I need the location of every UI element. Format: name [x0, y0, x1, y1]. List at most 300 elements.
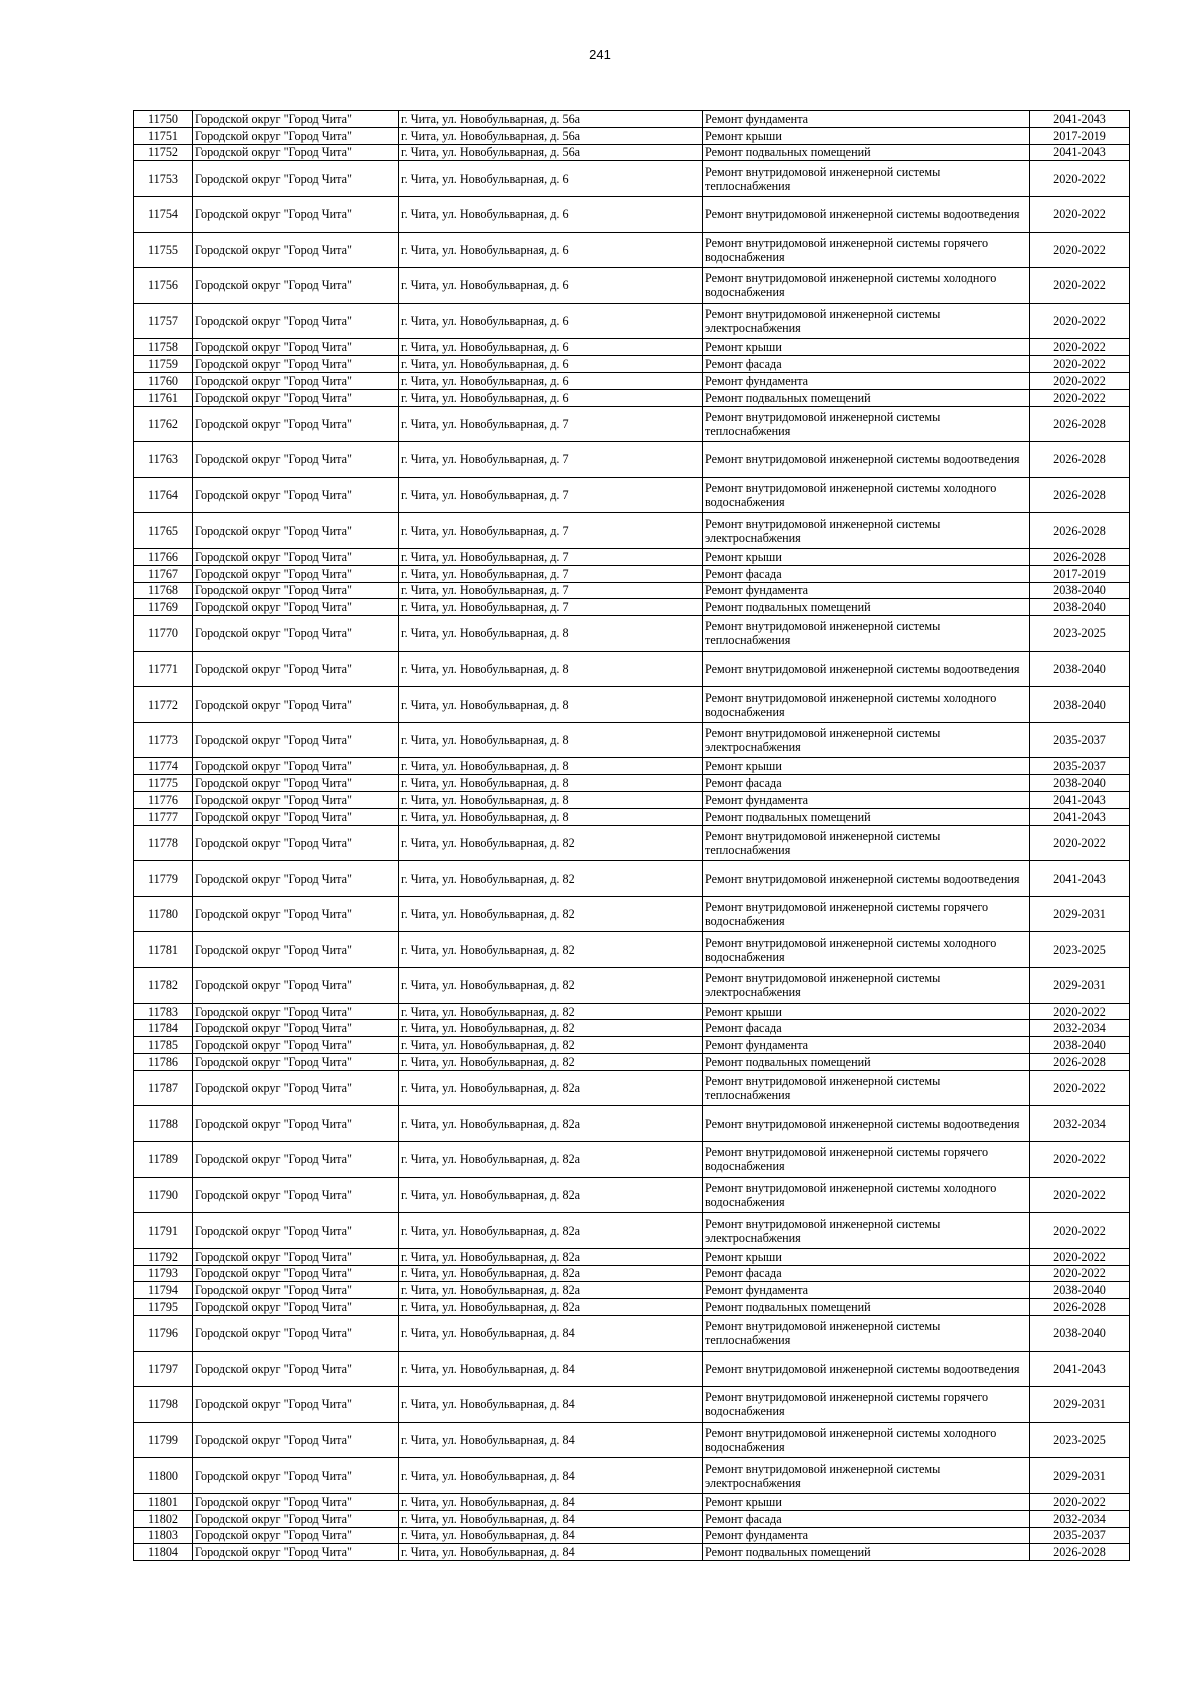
table-row	[134, 1037, 1130, 1054]
period-cell: 2032-2034	[1030, 1510, 1130, 1527]
work-type-cell: Ремонт подвальных помещений	[703, 1299, 1030, 1316]
table-row	[134, 599, 1130, 616]
row-number-cell: 11780	[134, 896, 193, 932]
municipality-cell: Городской округ "Город Чита"	[193, 1265, 399, 1282]
address-cell: г. Чита, ул. Новобульварная, д. 82	[399, 1054, 703, 1071]
municipality-cell: Городской округ "Город Чита"	[193, 582, 399, 599]
work-type-cell: Ремонт внутридомовой инженерной системы электроснабжения	[703, 1458, 1030, 1494]
work-type-cell: Ремонт внутридомовой инженерной системы электроснабжения	[703, 303, 1030, 339]
row-number-cell: 11750	[134, 111, 193, 128]
table-row	[134, 722, 1130, 758]
municipality-cell: Городской округ "Город Чита"	[193, 127, 399, 144]
work-type-cell: Ремонт подвальных помещений	[703, 599, 1030, 616]
period-cell: 2023-2025	[1030, 932, 1130, 968]
table-row	[134, 792, 1130, 809]
work-type-cell: Ремонт внутридомовой инженерной системы холодного водоснабжения	[703, 687, 1030, 723]
address-cell: г. Чита, ул. Новобульварная, д. 6	[399, 356, 703, 373]
row-number-cell: 11764	[134, 477, 193, 513]
work-type-cell: Ремонт внутридомовой инженерной системы электроснабжения	[703, 513, 1030, 549]
table-row	[134, 1544, 1130, 1561]
address-cell: г. Чита, ул. Новобульварная, д. 6	[399, 232, 703, 268]
table-row	[134, 268, 1130, 304]
period-cell: 2038-2040	[1030, 775, 1130, 792]
table-row	[134, 1299, 1130, 1316]
table-row	[134, 1387, 1130, 1423]
period-cell: 2029-2031	[1030, 1458, 1130, 1494]
period-cell: 2020-2022	[1030, 1070, 1130, 1106]
period-cell: 2026-2028	[1030, 548, 1130, 565]
row-number-cell: 11794	[134, 1282, 193, 1299]
row-number-cell: 11803	[134, 1527, 193, 1544]
table-row	[134, 477, 1130, 513]
work-type-cell: Ремонт внутридомовой инженерной системы горячего водоснабжения	[703, 1142, 1030, 1178]
address-cell: г. Чита, ул. Новобульварная, д. 82а	[399, 1142, 703, 1178]
municipality-cell: Городской округ "Город Чита"	[193, 477, 399, 513]
table-row	[134, 1282, 1130, 1299]
row-number-cell: 11758	[134, 339, 193, 356]
table-row	[134, 1248, 1130, 1265]
work-type-cell: Ремонт внутридомовой инженерной системы водоотведения	[703, 442, 1030, 478]
address-cell: г. Чита, ул. Новобульварная, д. 82	[399, 896, 703, 932]
address-cell: г. Чита, ул. Новобульварная, д. 6	[399, 339, 703, 356]
table-row	[134, 616, 1130, 652]
table-row	[134, 127, 1130, 144]
address-cell: г. Чита, ул. Новобульварная, д. 84	[399, 1315, 703, 1351]
address-cell: г. Чита, ул. Новобульварная, д. 8	[399, 775, 703, 792]
row-number-cell: 11791	[134, 1213, 193, 1249]
row-number-cell: 11754	[134, 196, 193, 232]
address-cell: г. Чита, ул. Новобульварная, д. 8	[399, 616, 703, 652]
table-row	[134, 808, 1130, 825]
row-number-cell: 11773	[134, 722, 193, 758]
work-type-cell: Ремонт внутридомовой инженерной системы электроснабжения	[703, 1213, 1030, 1249]
work-type-cell: Ремонт крыши	[703, 1493, 1030, 1510]
period-cell: 2032-2034	[1030, 1020, 1130, 1037]
address-cell: г. Чита, ул. Новобульварная, д. 7	[399, 477, 703, 513]
address-cell: г. Чита, ул. Новобульварная, д. 82	[399, 1003, 703, 1020]
address-cell: г. Чита, ул. Новобульварная, д. 7	[399, 582, 703, 599]
municipality-cell: Городской округ "Город Чита"	[193, 1544, 399, 1561]
municipality-cell: Городской округ "Город Чита"	[193, 1037, 399, 1054]
municipality-cell: Городской округ "Город Чита"	[193, 1054, 399, 1071]
row-number-cell: 11796	[134, 1315, 193, 1351]
address-cell: г. Чита, ул. Новобульварная, д. 6	[399, 196, 703, 232]
table-row	[134, 356, 1130, 373]
row-number-cell: 11778	[134, 825, 193, 861]
table-row	[134, 1510, 1130, 1527]
row-number-cell: 11795	[134, 1299, 193, 1316]
municipality-cell: Городской округ "Город Чита"	[193, 389, 399, 406]
address-cell: г. Чита, ул. Новобульварная, д. 84	[399, 1387, 703, 1423]
period-cell: 2020-2022	[1030, 339, 1130, 356]
period-cell: 2023-2025	[1030, 1422, 1130, 1458]
period-cell: 2041-2043	[1030, 111, 1130, 128]
work-type-cell: Ремонт фундамента	[703, 1282, 1030, 1299]
work-type-cell: Ремонт внутридомовой инженерной системы теплоснабжения	[703, 1315, 1030, 1351]
address-cell: г. Чита, ул. Новобульварная, д. 6	[399, 372, 703, 389]
municipality-cell: Городской округ "Город Чита"	[193, 651, 399, 687]
period-cell: 2020-2022	[1030, 1248, 1130, 1265]
address-cell: г. Чита, ул. Новобульварная, д. 84	[399, 1527, 703, 1544]
table-row	[134, 548, 1130, 565]
period-cell: 2035-2037	[1030, 1527, 1130, 1544]
row-number-cell: 11759	[134, 356, 193, 373]
row-number-cell: 11783	[134, 1003, 193, 1020]
address-cell: г. Чита, ул. Новобульварная, д. 82а	[399, 1248, 703, 1265]
table-row	[134, 339, 1130, 356]
table-row	[134, 232, 1130, 268]
period-cell: 2026-2028	[1030, 442, 1130, 478]
row-number-cell: 11752	[134, 144, 193, 161]
work-type-cell: Ремонт внутридомовой инженерной системы электроснабжения	[703, 968, 1030, 1004]
row-number-cell: 11753	[134, 161, 193, 197]
work-type-cell: Ремонт фундамента	[703, 111, 1030, 128]
row-number-cell: 11786	[134, 1054, 193, 1071]
row-number-cell: 11797	[134, 1351, 193, 1387]
municipality-cell: Городской округ "Город Чита"	[193, 268, 399, 304]
period-cell: 2029-2031	[1030, 896, 1130, 932]
table-row	[134, 775, 1130, 792]
work-type-cell: Ремонт внутридомовой инженерной системы холодного водоснабжения	[703, 932, 1030, 968]
table-row	[134, 968, 1130, 1004]
period-cell: 2020-2022	[1030, 1213, 1130, 1249]
municipality-cell: Городской округ "Город Чита"	[193, 1422, 399, 1458]
work-type-cell: Ремонт фасада	[703, 565, 1030, 582]
period-cell: 2020-2022	[1030, 389, 1130, 406]
work-type-cell: Ремонт крыши	[703, 1248, 1030, 1265]
address-cell: г. Чита, ул. Новобульварная, д. 56а	[399, 127, 703, 144]
table-row	[134, 1351, 1130, 1387]
period-cell: 2041-2043	[1030, 861, 1130, 897]
work-type-cell: Ремонт внутридомовой инженерной системы горячего водоснабжения	[703, 1387, 1030, 1423]
municipality-cell: Городской округ "Город Чита"	[193, 442, 399, 478]
address-cell: г. Чита, ул. Новобульварная, д. 56а	[399, 111, 703, 128]
row-number-cell: 11772	[134, 687, 193, 723]
work-type-cell: Ремонт фасада	[703, 775, 1030, 792]
table-row	[134, 1106, 1130, 1142]
period-cell: 2026-2028	[1030, 1544, 1130, 1561]
work-type-cell: Ремонт внутридомовой инженерной системы электроснабжения	[703, 722, 1030, 758]
row-number-cell: 11768	[134, 582, 193, 599]
address-cell: г. Чита, ул. Новобульварная, д. 7	[399, 442, 703, 478]
page-number: 241	[589, 47, 611, 62]
period-cell: 2029-2031	[1030, 1387, 1130, 1423]
table-row	[134, 1213, 1130, 1249]
period-cell: 2038-2040	[1030, 687, 1130, 723]
period-cell: 2035-2037	[1030, 758, 1130, 775]
table-row	[134, 582, 1130, 599]
period-cell: 2038-2040	[1030, 599, 1130, 616]
address-cell: г. Чита, ул. Новобульварная, д. 6	[399, 389, 703, 406]
period-cell: 2026-2028	[1030, 406, 1130, 442]
municipality-cell: Городской округ "Город Чита"	[193, 1106, 399, 1142]
municipality-cell: Городской округ "Город Чита"	[193, 111, 399, 128]
municipality-cell: Городской округ "Город Чита"	[193, 861, 399, 897]
municipality-cell: Городской округ "Город Чита"	[193, 161, 399, 197]
address-cell: г. Чита, ул. Новобульварная, д. 8	[399, 792, 703, 809]
table-row	[134, 758, 1130, 775]
municipality-cell: Городской округ "Город Чита"	[193, 1315, 399, 1351]
municipality-cell: Городской округ "Город Чита"	[193, 808, 399, 825]
table-row	[134, 861, 1130, 897]
municipality-cell: Городской округ "Город Чита"	[193, 1003, 399, 1020]
work-type-cell: Ремонт фундамента	[703, 1037, 1030, 1054]
work-type-cell: Ремонт внутридомовой инженерной системы водоотведения	[703, 651, 1030, 687]
period-cell: 2020-2022	[1030, 372, 1130, 389]
table-row	[134, 303, 1130, 339]
municipality-cell: Городской округ "Город Чита"	[193, 1142, 399, 1178]
municipality-cell: Городской округ "Город Чита"	[193, 1213, 399, 1249]
period-cell: 2026-2028	[1030, 1054, 1130, 1071]
period-cell: 2041-2043	[1030, 808, 1130, 825]
address-cell: г. Чита, ул. Новобульварная, д. 8	[399, 758, 703, 775]
row-number-cell: 11757	[134, 303, 193, 339]
table-row	[134, 1054, 1130, 1071]
row-number-cell: 11769	[134, 599, 193, 616]
address-cell: г. Чита, ул. Новобульварная, д. 6	[399, 303, 703, 339]
row-number-cell: 11775	[134, 775, 193, 792]
table-row	[134, 1527, 1130, 1544]
work-type-cell: Ремонт внутридомовой инженерной системы холодного водоснабжения	[703, 1177, 1030, 1213]
address-cell: г. Чита, ул. Новобульварная, д. 82	[399, 861, 703, 897]
work-type-cell: Ремонт внутридомовой инженерной системы теплоснабжения	[703, 825, 1030, 861]
address-cell: г. Чита, ул. Новобульварная, д. 82	[399, 1037, 703, 1054]
address-cell: г. Чита, ул. Новобульварная, д. 82а	[399, 1070, 703, 1106]
row-number-cell: 11787	[134, 1070, 193, 1106]
work-type-cell: Ремонт внутридомовой инженерной системы водоотведения	[703, 1351, 1030, 1387]
work-type-cell: Ремонт внутридомовой инженерной системы теплоснабжения	[703, 161, 1030, 197]
row-number-cell: 11801	[134, 1493, 193, 1510]
address-cell: г. Чита, ул. Новобульварная, д. 84	[399, 1493, 703, 1510]
row-number-cell: 11785	[134, 1037, 193, 1054]
table-row	[134, 161, 1130, 197]
period-cell: 2020-2022	[1030, 1177, 1130, 1213]
municipality-cell: Городской округ "Город Чита"	[193, 1351, 399, 1387]
address-cell: г. Чита, ул. Новобульварная, д. 7	[399, 406, 703, 442]
row-number-cell: 11789	[134, 1142, 193, 1178]
address-cell: г. Чита, ул. Новобульварная, д. 6	[399, 268, 703, 304]
municipality-cell: Городской округ "Город Чита"	[193, 1282, 399, 1299]
address-cell: г. Чита, ул. Новобульварная, д. 7	[399, 565, 703, 582]
period-cell: 2020-2022	[1030, 1142, 1130, 1178]
municipality-cell: Городской округ "Город Чита"	[193, 565, 399, 582]
row-number-cell: 11763	[134, 442, 193, 478]
address-cell: г. Чита, ул. Новобульварная, д. 82а	[399, 1106, 703, 1142]
table-row	[134, 896, 1130, 932]
address-cell: г. Чита, ул. Новобульварная, д. 56а	[399, 144, 703, 161]
row-number-cell: 11766	[134, 548, 193, 565]
period-cell: 2017-2019	[1030, 127, 1130, 144]
work-type-cell: Ремонт подвальных помещений	[703, 808, 1030, 825]
period-cell: 2020-2022	[1030, 232, 1130, 268]
municipality-cell: Городской округ "Город Чита"	[193, 1527, 399, 1544]
period-cell: 2038-2040	[1030, 1037, 1130, 1054]
work-type-cell: Ремонт внутридомовой инженерной системы холодного водоснабжения	[703, 268, 1030, 304]
work-type-cell: Ремонт подвальных помещений	[703, 389, 1030, 406]
row-number-cell: 11774	[134, 758, 193, 775]
address-cell: г. Чита, ул. Новобульварная, д. 82а	[399, 1213, 703, 1249]
period-cell: 2041-2043	[1030, 792, 1130, 809]
address-cell: г. Чита, ул. Новобульварная, д. 82а	[399, 1177, 703, 1213]
address-cell: г. Чита, ул. Новобульварная, д. 82	[399, 1020, 703, 1037]
period-cell: 2020-2022	[1030, 1265, 1130, 1282]
municipality-cell: Городской округ "Город Чита"	[193, 1299, 399, 1316]
municipality-cell: Городской округ "Город Чита"	[193, 356, 399, 373]
municipality-cell: Городской округ "Город Чита"	[193, 722, 399, 758]
work-type-cell: Ремонт фасада	[703, 356, 1030, 373]
work-type-cell: Ремонт фундамента	[703, 792, 1030, 809]
work-type-cell: Ремонт внутридомовой инженерной системы теплоснабжения	[703, 616, 1030, 652]
work-type-cell: Ремонт внутридомовой инженерной системы горячего водоснабжения	[703, 896, 1030, 932]
table-row	[134, 513, 1130, 549]
row-number-cell: 11761	[134, 389, 193, 406]
period-cell: 2020-2022	[1030, 303, 1130, 339]
address-cell: г. Чита, ул. Новобульварная, д. 84	[399, 1510, 703, 1527]
work-type-cell: Ремонт фасада	[703, 1020, 1030, 1037]
municipality-cell: Городской округ "Город Чита"	[193, 896, 399, 932]
repair-schedule-table	[133, 110, 1130, 1561]
row-number-cell: 11765	[134, 513, 193, 549]
table-row	[134, 1265, 1130, 1282]
table-row	[134, 1142, 1130, 1178]
table-row	[134, 144, 1130, 161]
table-row	[134, 932, 1130, 968]
table-row	[134, 1315, 1130, 1351]
municipality-cell: Городской округ "Город Чита"	[193, 513, 399, 549]
municipality-cell: Городской округ "Город Чита"	[193, 303, 399, 339]
work-type-cell: Ремонт фундамента	[703, 1527, 1030, 1544]
period-cell: 2026-2028	[1030, 477, 1130, 513]
period-cell: 2041-2043	[1030, 1351, 1130, 1387]
address-cell: г. Чита, ул. Новобульварная, д. 7	[399, 599, 703, 616]
address-cell: г. Чита, ул. Новобульварная, д. 82а	[399, 1282, 703, 1299]
period-cell: 2023-2025	[1030, 616, 1130, 652]
period-cell: 2020-2022	[1030, 161, 1130, 197]
work-type-cell: Ремонт внутридомовой инженерной системы теплоснабжения	[703, 406, 1030, 442]
period-cell: 2026-2028	[1030, 513, 1130, 549]
work-type-cell: Ремонт фундамента	[703, 582, 1030, 599]
row-number-cell: 11779	[134, 861, 193, 897]
table-body	[134, 111, 1130, 1561]
period-cell: 2035-2037	[1030, 722, 1130, 758]
row-number-cell: 11767	[134, 565, 193, 582]
address-cell: г. Чита, ул. Новобульварная, д. 8	[399, 651, 703, 687]
table-row	[134, 111, 1130, 128]
table-row	[134, 1003, 1130, 1020]
work-type-cell: Ремонт внутридомовой инженерной системы холодного водоснабжения	[703, 477, 1030, 513]
address-cell: г. Чита, ул. Новобульварная, д. 84	[399, 1422, 703, 1458]
period-cell: 2038-2040	[1030, 582, 1130, 599]
municipality-cell: Городской округ "Город Чита"	[193, 548, 399, 565]
municipality-cell: Городской округ "Город Чита"	[193, 1493, 399, 1510]
row-number-cell: 11802	[134, 1510, 193, 1527]
work-type-cell: Ремонт подвальных помещений	[703, 1544, 1030, 1561]
municipality-cell: Городской округ "Город Чита"	[193, 1458, 399, 1494]
row-number-cell: 11800	[134, 1458, 193, 1494]
municipality-cell: Городской округ "Город Чита"	[193, 406, 399, 442]
table-row	[134, 442, 1130, 478]
work-type-cell: Ремонт внутридомовой инженерной системы холодного водоснабжения	[703, 1422, 1030, 1458]
address-cell: г. Чита, ул. Новобульварная, д. 84	[399, 1544, 703, 1561]
municipality-cell: Городской округ "Город Чита"	[193, 968, 399, 1004]
work-type-cell: Ремонт внутридомовой инженерной системы теплоснабжения	[703, 1070, 1030, 1106]
table-row	[134, 687, 1130, 723]
period-cell: 2020-2022	[1030, 196, 1130, 232]
municipality-cell: Городской округ "Город Чита"	[193, 1387, 399, 1423]
period-cell: 2038-2040	[1030, 651, 1130, 687]
row-number-cell: 11798	[134, 1387, 193, 1423]
address-cell: г. Чита, ул. Новобульварная, д. 84	[399, 1458, 703, 1494]
period-cell: 2020-2022	[1030, 356, 1130, 373]
address-cell: г. Чита, ул. Новобульварная, д. 8	[399, 687, 703, 723]
period-cell: 2029-2031	[1030, 968, 1130, 1004]
work-type-cell: Ремонт подвальных помещений	[703, 144, 1030, 161]
address-cell: г. Чита, ул. Новобульварная, д. 84	[399, 1351, 703, 1387]
table-row	[134, 1020, 1130, 1037]
municipality-cell: Городской округ "Город Чита"	[193, 758, 399, 775]
period-cell: 2017-2019	[1030, 565, 1130, 582]
municipality-cell: Городской округ "Город Чита"	[193, 1248, 399, 1265]
municipality-cell: Городской округ "Город Чита"	[193, 599, 399, 616]
row-number-cell: 11799	[134, 1422, 193, 1458]
work-type-cell: Ремонт фасада	[703, 1265, 1030, 1282]
municipality-cell: Городской округ "Город Чита"	[193, 932, 399, 968]
address-cell: г. Чита, ул. Новобульварная, д. 82а	[399, 1299, 703, 1316]
row-number-cell: 11771	[134, 651, 193, 687]
table-row	[134, 1493, 1130, 1510]
table-row	[134, 389, 1130, 406]
municipality-cell: Городской округ "Город Чита"	[193, 825, 399, 861]
period-cell: 2020-2022	[1030, 1003, 1130, 1020]
row-number-cell: 11788	[134, 1106, 193, 1142]
row-number-cell: 11760	[134, 372, 193, 389]
work-type-cell: Ремонт внутридомовой инженерной системы водоотведения	[703, 1106, 1030, 1142]
row-number-cell: 11756	[134, 268, 193, 304]
row-number-cell: 11776	[134, 792, 193, 809]
work-type-cell: Ремонт крыши	[703, 127, 1030, 144]
address-cell: г. Чита, ул. Новобульварная, д. 7	[399, 513, 703, 549]
period-cell: 2038-2040	[1030, 1315, 1130, 1351]
row-number-cell: 11790	[134, 1177, 193, 1213]
municipality-cell: Городской округ "Город Чита"	[193, 196, 399, 232]
row-number-cell: 11755	[134, 232, 193, 268]
row-number-cell: 11751	[134, 127, 193, 144]
address-cell: г. Чита, ул. Новобульварная, д. 82	[399, 825, 703, 861]
work-type-cell: Ремонт внутридомовой инженерной системы горячего водоснабжения	[703, 232, 1030, 268]
row-number-cell: 11784	[134, 1020, 193, 1037]
period-cell: 2038-2040	[1030, 1282, 1130, 1299]
work-type-cell: Ремонт подвальных помещений	[703, 1054, 1030, 1071]
municipality-cell: Городской округ "Город Чита"	[193, 339, 399, 356]
address-cell: г. Чита, ул. Новобульварная, д. 82	[399, 932, 703, 968]
period-cell: 2026-2028	[1030, 1299, 1130, 1316]
municipality-cell: Городской округ "Город Чита"	[193, 372, 399, 389]
municipality-cell: Городской округ "Город Чита"	[193, 1070, 399, 1106]
row-number-cell: 11762	[134, 406, 193, 442]
municipality-cell: Городской округ "Город Чита"	[193, 144, 399, 161]
table-row	[134, 372, 1130, 389]
work-type-cell: Ремонт крыши	[703, 1003, 1030, 1020]
row-number-cell: 11782	[134, 968, 193, 1004]
table-row	[134, 1458, 1130, 1494]
period-cell: 2041-2043	[1030, 144, 1130, 161]
row-number-cell: 11777	[134, 808, 193, 825]
municipality-cell: Городской округ "Город Чита"	[193, 616, 399, 652]
municipality-cell: Городской округ "Город Чита"	[193, 232, 399, 268]
work-type-cell: Ремонт фундамента	[703, 372, 1030, 389]
municipality-cell: Городской округ "Город Чита"	[193, 792, 399, 809]
work-type-cell: Ремонт внутридомовой инженерной системы водоотведения	[703, 861, 1030, 897]
